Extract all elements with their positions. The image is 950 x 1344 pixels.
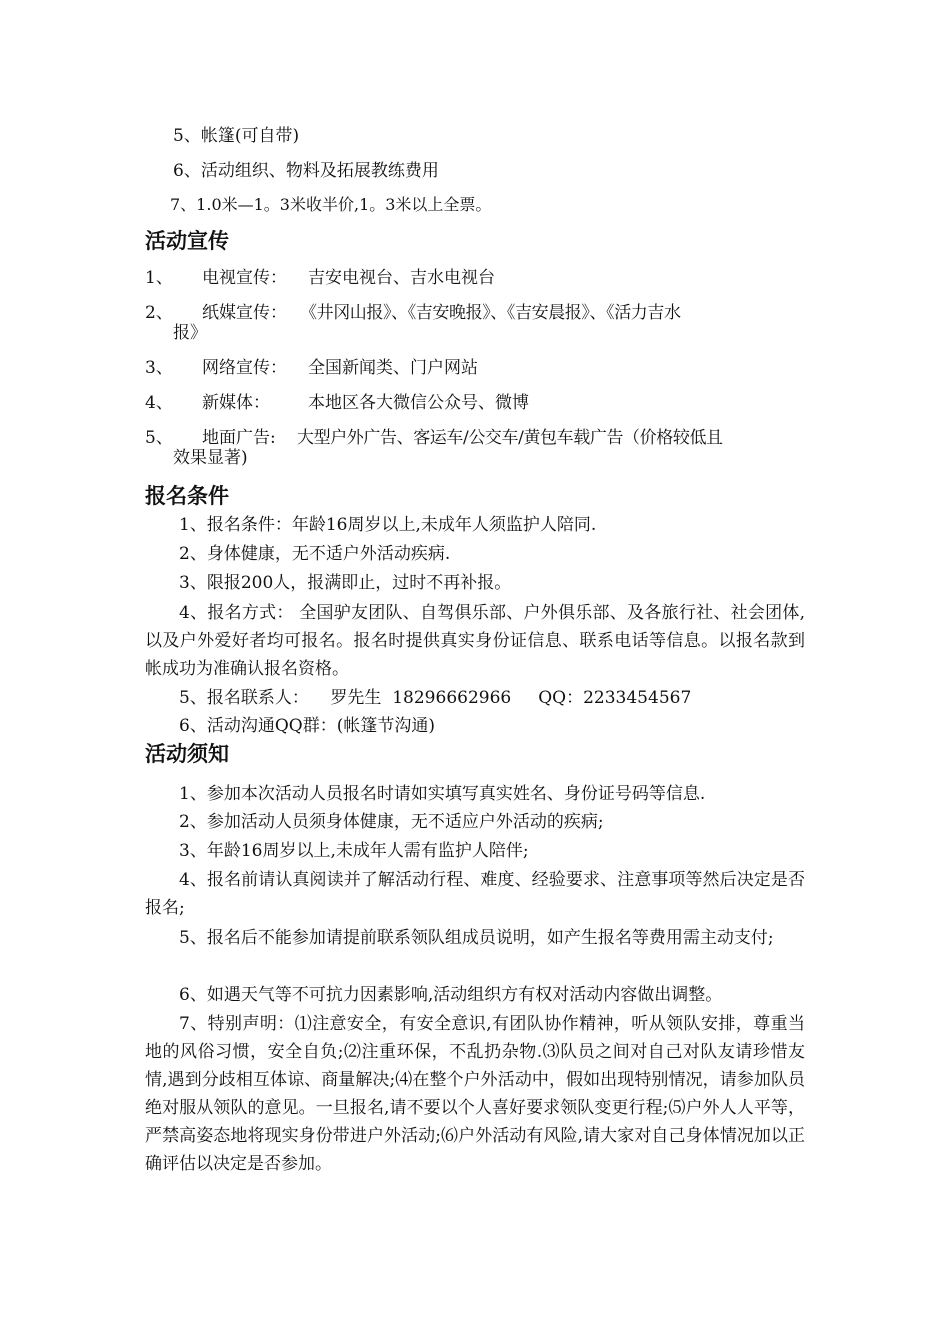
promotion-label-3: 网络宣传： xyxy=(202,358,287,378)
notice-item-6: 6、如遇天气等不可抗力因素影响,活动组织方有权对活动内容做出调整。 xyxy=(179,985,723,1005)
promotion-value-1: 吉安电视台、吉水电视台 xyxy=(308,268,495,288)
notice-item-2: 2、参加活动人员须身体健康，无不适应户外活动的疾病; xyxy=(179,812,604,832)
promotion-heading: 活动宣传 xyxy=(145,229,229,253)
registration-item-5: 5、报名联系人： 罗先生 18296662966 QQ：2233454567 xyxy=(179,688,692,708)
promotion-label-2: 纸媒宣传： xyxy=(202,303,287,323)
promotion-value-3: 全国新闻类、门户网站 xyxy=(308,358,478,378)
promotion-num-3: 3、 xyxy=(145,358,173,378)
registration-heading: 报名条件 xyxy=(145,484,229,508)
promotion-label-5: 地面广告: xyxy=(202,428,276,448)
fee-item-7: 7、1.0米—1。3米收半价,1。3米以上全票。 xyxy=(170,195,492,214)
registration-item-6: 6、活动沟通QQ群：(帐篷节沟通) xyxy=(179,716,435,736)
promotion-num-2: 2、 xyxy=(145,303,173,323)
promotion-num-4: 4、 xyxy=(145,393,173,413)
notice-item-5: 5、报名后不能参加请提前联系领队组成员说明，如产生报名等费用需主动支付; xyxy=(179,928,774,948)
promotion-value-4: 本地区各大微信公众号、微博 xyxy=(308,393,529,413)
promotion-num-1: 1、 xyxy=(145,268,173,288)
promotion-value-2: 《井冈山报》、《吉安晚报》、《吉安晨报》、《活力吉水 xyxy=(300,303,681,323)
notice-item-7: 7、特别声明：⑴注意安全，有安全意识,有团队协作精神，听从领队安排，尊重当地的风俗习惯，安全自负;⑵注重环保，不乱扔杂物.⑶队员之间对自己对队友请珍惜友情,遇到分歧相互体谅、商量解决;⑷在整个户外活动中，假如出现特别情况，请参加队员绝对服从领队的意见。一旦报名,请不要以个人喜好要求领队变更行程;⑸户外人人平等，严禁高姿态地将现实身份带进户外活动;⑹户外活动有风险,请大家对自己身体情况加以正确评估以决定是否参加。 xyxy=(145,1014,805,1174)
registration-item-3: 3、限报200人，报满即止，过时不再补报。 xyxy=(179,573,512,593)
registration-item-2: 2、身体健康，无不适户外活动疾病. xyxy=(179,544,451,564)
promotion-label-1: 电视宣传： xyxy=(202,268,287,288)
promotion-label-4: 新媒体： xyxy=(202,393,270,413)
notice-item-3: 3、年龄16周岁以上,未成年人需有监护人陪伴; xyxy=(179,841,529,861)
promotion-value-5-cont: 效果显著) xyxy=(173,448,248,468)
promotion-value-5: 大型户外广告、客运车/公交车/黄包车载广告（价格较低且 xyxy=(297,428,723,448)
fee-item-6: 6、活动组织、物料及拓展教练费用 xyxy=(173,161,439,181)
notice-item-4: 4、报名前请认真阅读并了解活动行程、难度、经验要求、注意事项等然后决定是否报名; xyxy=(145,870,805,918)
fee-item-5: 5、帐篷(可自带) xyxy=(173,126,300,146)
promotion-num-5: 5、 xyxy=(145,428,173,448)
notice-item-1: 1、参加本次活动人员报名时请如实填写真实姓名、身份证号码等信息. xyxy=(179,784,706,804)
promotion-value-2-cont: 报》 xyxy=(173,323,207,343)
registration-item-1: 1、报名条件：年龄16周岁以上,未成年人须监护人陪同. xyxy=(179,515,597,535)
notice-heading: 活动须知 xyxy=(145,742,229,766)
registration-item-4: 4、报名方式： 全国驴友团队、自驾俱乐部、户外俱乐部、及各旅行社、社会团体,以及户外爱好者均可报名。报名时提供真实身份证信息、联系电话等信息。以报名款到帐成功为准确认报名资格。 xyxy=(145,603,805,679)
